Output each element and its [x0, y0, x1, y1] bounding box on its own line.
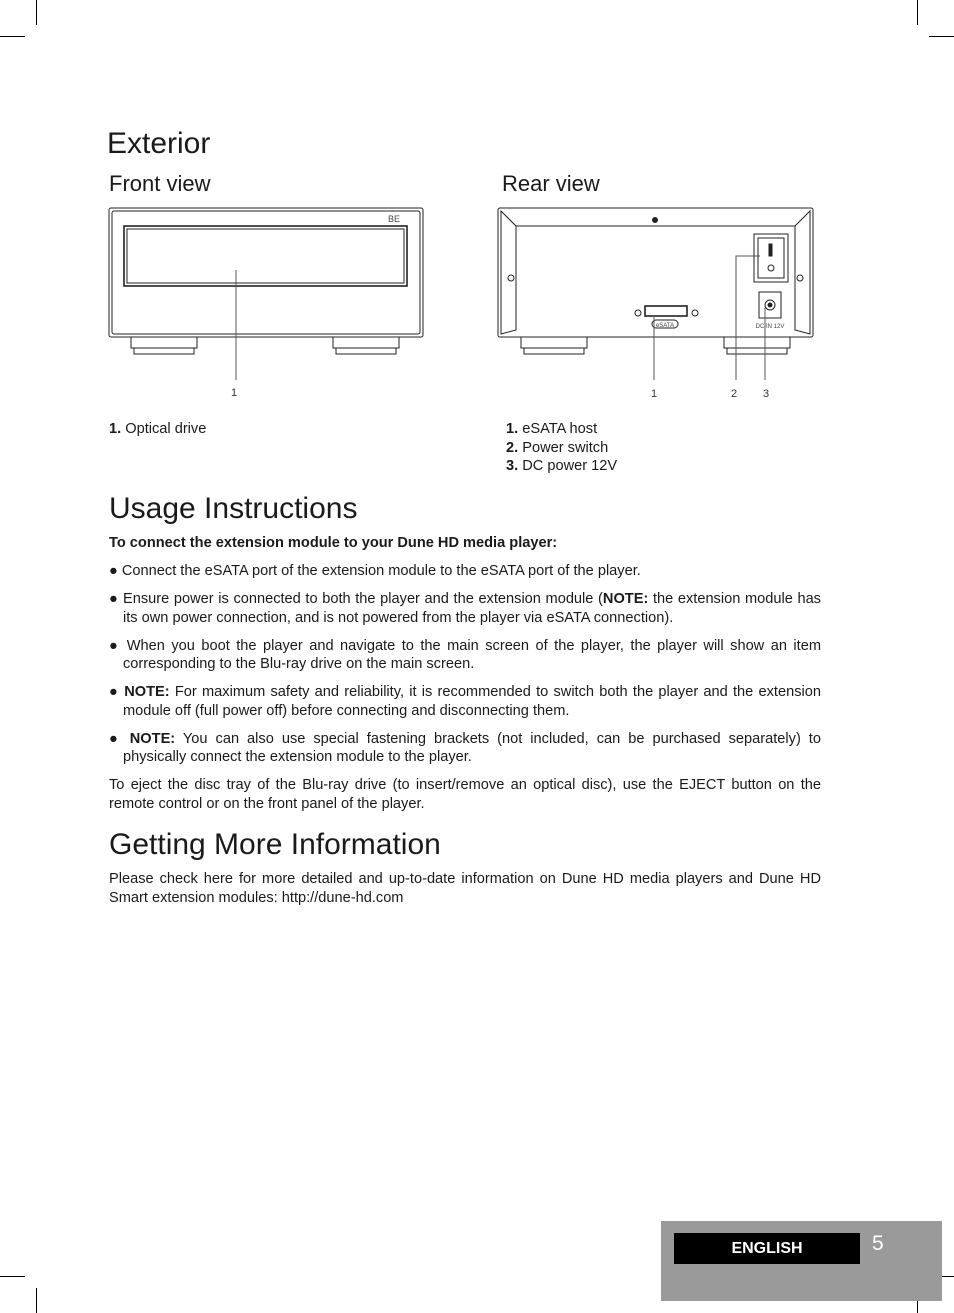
usage-bullet-item: ● Connect the eSATA port of the extension module to the eSATA port of the player. — [109, 563, 641, 579]
usage-bullet-item: ● When you boot the player and navigate to the main screen of the player, the player will show an item corresponding to the Blu-ray drive on the main screen. — [109, 637, 821, 672]
legend-item: 1. eSATA host — [506, 421, 598, 437]
front-view-title: Front view — [109, 171, 211, 196]
usage-intro: To connect the extension module to your Dune HD media player: — [109, 535, 558, 551]
legend-item: 1. Optical drive — [109, 421, 207, 437]
crop-mark — [0, 36, 25, 37]
legend-item: 2. Power switch — [506, 439, 609, 456]
rear-view-diagram — [490, 200, 830, 405]
usage-title: Usage Instructions — [109, 492, 358, 525]
language-label: ENGLISH — [674, 1233, 860, 1264]
crop-mark — [36, 0, 37, 25]
page-number: 5 — [872, 1232, 884, 1255]
crop-mark — [917, 0, 918, 25]
eject-paragraph: To eject the disc tray of the Blu-ray drive (to insert/remove an optical disc), use the EJECT button on the remote control or on the front panel of the player. — [109, 777, 821, 812]
rear-view-title: Rear view — [502, 171, 600, 196]
crop-mark — [929, 36, 954, 37]
usage-bullet-item: ● NOTE: You can also use special fastening brackets (not included, can be purchased separately) to physically connect the extension module to the player. — [109, 730, 821, 765]
front-callout-1: 1 — [230, 387, 238, 399]
rear-callout-3: 3 — [762, 388, 770, 400]
exterior-title: Exterior — [107, 127, 211, 160]
crop-mark — [36, 1288, 37, 1313]
dc-in-label: DC IN 12V — [755, 324, 785, 330]
more-info-text: Please check here for more detailed and up-to-date information on Dune HD media players and Dune HD Smart extension modules: http://dune-hd.com — [109, 871, 821, 906]
more-info-section — [109, 870, 821, 907]
esata-port-label: eSATA — [655, 323, 675, 329]
front-legend — [109, 420, 206, 439]
front-panel-label: BE — [387, 214, 400, 224]
crop-mark — [0, 1276, 25, 1277]
usage-bullet-item: ● Ensure power is connected to both the player and the extension module (NOTE: the extension module has its own power connection, and is not powered from the player via eSATA connection). — [109, 591, 821, 626]
usage-bullet-item: ● NOTE: For maximum safety and reliability, it is recommended to switch both the player and the extension module off (full power off) before connecting and disconnecting them. — [109, 684, 821, 719]
front-view-diagram — [100, 200, 440, 405]
rear-callout-2: 2 — [730, 388, 738, 400]
rear-legend — [506, 420, 617, 476]
legend-item: 3. DC power 12V — [506, 458, 618, 474]
more-info-title: Getting More Information — [109, 828, 441, 861]
rear-callout-1: 1 — [650, 388, 658, 400]
usage-section — [109, 534, 821, 813]
